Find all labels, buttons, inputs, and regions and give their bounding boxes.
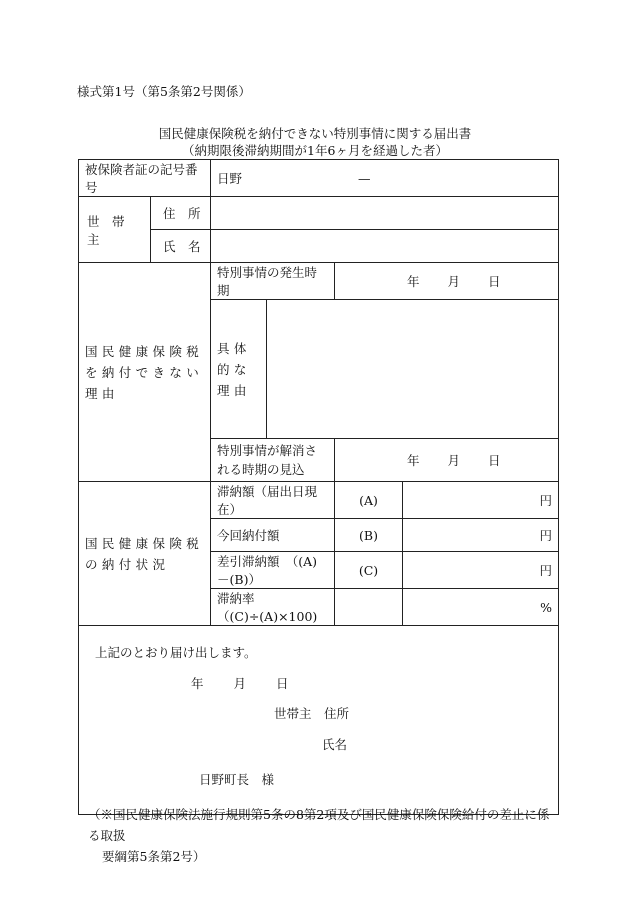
payment-row-unit: 円: [539, 563, 553, 578]
declaration-day: 日: [275, 676, 289, 691]
occurrence-day: 日: [487, 274, 501, 289]
payment-row-value-field[interactable]: [403, 519, 559, 552]
payment-row-value-field[interactable]: [403, 482, 559, 519]
household-head-label: 世 帯 主: [79, 197, 151, 263]
specific-reason-field[interactable]: [267, 300, 559, 439]
form-number: 様式第1号（第5条第2号関係）: [77, 84, 251, 99]
occurrence-time-label: 特別事情の発生時期: [211, 263, 335, 300]
declaration-statement: 上記のとおり届け出します。: [95, 645, 257, 660]
payment-row-code: (B): [335, 519, 403, 552]
occurrence-year: 年: [407, 274, 420, 289]
payment-row-code: (A): [335, 482, 403, 519]
footnote-line-2: 要綱第5条第2号）: [102, 849, 206, 864]
payment-row-value-field[interactable]: [403, 552, 559, 589]
addressee: 日野町長 様: [199, 772, 275, 787]
name-label: 氏 名: [151, 230, 211, 263]
resolution-date-field[interactable]: [335, 439, 559, 482]
unable-to-pay-reason-label: 国民健康保険税を納付できない理由: [79, 263, 211, 482]
payment-row-code: (C): [335, 552, 403, 589]
payment-row-unit: 円: [539, 493, 553, 508]
insurance-id-prefix: 日野: [217, 171, 243, 186]
resolution-day: 日: [487, 453, 501, 468]
payment-row-unit: %: [540, 599, 553, 615]
declaration-date[interactable]: [191, 674, 288, 692]
payment-row-label: 滞納額（届出日現在）: [211, 482, 335, 519]
declaration-month: 月: [233, 676, 246, 691]
insurance-id-dash: —: [358, 171, 371, 186]
resolution-month: 月: [447, 453, 461, 468]
address-field[interactable]: [211, 197, 559, 230]
footnote: [88, 804, 558, 867]
declaration-year: 年: [191, 676, 204, 691]
specific-reason-label: 具体的な理由: [211, 300, 267, 439]
form-title: 国民健康保険税を納付できない特別事情に関する届出書: [158, 126, 472, 141]
insurance-id-field[interactable]: [211, 160, 559, 197]
payment-row-code: [335, 589, 403, 626]
declarant-name-label: 氏名: [322, 737, 348, 752]
payment-row-label: 差引滞納額 （(A)－(B)）: [211, 552, 335, 589]
payment-row-label: 滞納率（(C)÷(A)×100): [211, 589, 335, 626]
footnote-line-1: （※国民健康保険法施行規則第5条の8第2項及び国民健康保険保険給付の差止に係る取扱: [88, 807, 550, 843]
resolution-time-label: 特別事情が解消される時期の見込: [211, 439, 335, 482]
payment-row-unit: 円: [539, 528, 553, 543]
declaration-form-table: [78, 159, 559, 815]
resolution-year: 年: [407, 453, 420, 468]
payment-status-label: 国民健康保険税の納付状況: [79, 482, 211, 626]
form-subtitle: （納期限後滞納期間が1年6ヶ月を経過した者）: [182, 143, 448, 158]
address-label: 住 所: [151, 197, 211, 230]
occurrence-month: 月: [447, 274, 461, 289]
name-field[interactable]: [211, 230, 559, 263]
insurance-id-label: 被保険者証の記号番号: [79, 160, 211, 197]
declarant-address-label: 世帯主 住所: [274, 706, 350, 721]
declaration-section: [79, 626, 559, 815]
payment-row-value-field[interactable]: [403, 589, 559, 626]
occurrence-date-field[interactable]: [335, 263, 559, 300]
payment-row-label: 今回納付額: [211, 519, 335, 552]
